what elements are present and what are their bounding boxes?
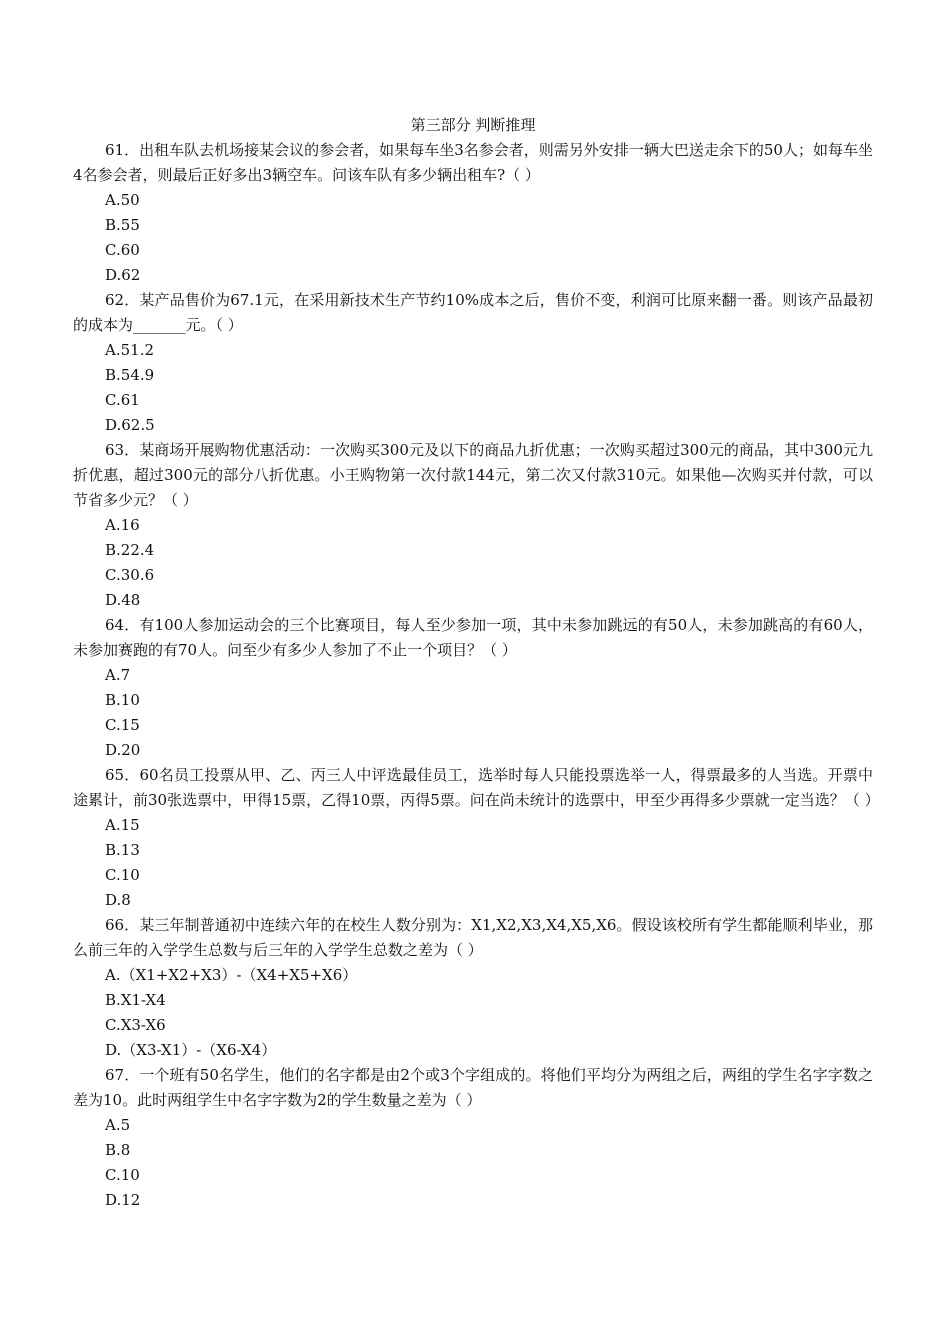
option-b: B.X1-X4 (105, 991, 166, 1009)
option-c: C.15 (105, 716, 140, 734)
option-b: B.13 (105, 841, 140, 859)
option-c: C.61 (105, 391, 140, 409)
option-d: D.62 (105, 266, 141, 284)
question-block-66 (73, 913, 873, 1063)
question-block-65 (73, 763, 880, 913)
option-list (73, 663, 873, 763)
option-b: B.55 (105, 216, 140, 234)
option-a: A.16 (105, 516, 140, 534)
option-a: A.7 (105, 666, 131, 684)
question-text: 62．某产品售价为67.1元，在采用新技术生产节约10%成本之后，售价不变，利润可比原来翻一番。则该产品最初的成本为_______元。（ ） (73, 291, 873, 334)
question-text: 63．某商场开展购物优惠活动：一次购买300元及以下的商品九折优惠；一次购买超过300元的商品，其中300元九折优惠，超过300元的部分八折优惠。小王购物第一次付款144元，第二次又付款310元。如果他—次购买并付款，可以节省多少元？（ ） (73, 441, 873, 509)
option-b: B.8 (105, 1141, 131, 1159)
question-block-67 (73, 1063, 873, 1213)
question-text: 61．出租车队去机场接某会议的参会者，如果每车坐3名参会者，则需另外安排一辆大巴送走余下的50人；如每车坐4名参会者，则最后正好多出3辆空车。问该车队有多少辆出租车?（ ） (73, 141, 873, 184)
option-b: B.54.9 (105, 366, 155, 384)
question-text: 66．某三年制普通初中连续六年的在校生人数分别为：X1,X2,X3,X4,X5,X6。假设该校所有学生都能顺利毕业，那么前三年的入学学生总数与后三年的入学学生总数之差为（ ） (73, 916, 873, 959)
option-d: D.8 (105, 891, 131, 909)
section-title: 第三部分 判断推理 (410, 116, 536, 134)
option-d: D.12 (105, 1191, 141, 1209)
option-c: C.10 (105, 1166, 140, 1184)
question-text: 64．有100人参加运动会的三个比赛项目，每人至少参加一项，其中未参加跳远的有50人，未参加跳高的有60人，未参加赛跑的有70人。问至少有多少人参加了不止一个项目？（ ） (73, 616, 873, 659)
option-d: D.20 (105, 741, 141, 759)
document-content (73, 113, 880, 1213)
option-a: A.15 (105, 816, 140, 834)
option-list (73, 1113, 873, 1213)
option-list (73, 813, 873, 913)
question-block-64 (73, 613, 873, 763)
option-c: C.10 (105, 866, 140, 884)
option-c: C.30.6 (105, 566, 155, 584)
option-a: A.（X1+X2+X3）-（X4+X5+X6） (105, 966, 358, 984)
option-list (73, 513, 873, 613)
question-block-62 (73, 288, 873, 438)
option-c: C.60 (105, 241, 140, 259)
option-a: A.51.2 (105, 341, 154, 359)
question-text: 65．60名员工投票从甲、乙、丙三人中评选最佳员工，选举时每人只能投票选举一人，得票最多的人当选。开票中途累计，前30张选票中，甲得15票，乙得10票，丙得5票。问在尚未统计的选票中，甲至少再得多少票就一定当选？（ ） (73, 766, 880, 809)
option-list (73, 338, 873, 438)
question-block-63 (73, 438, 873, 613)
option-a: A.5 (105, 1116, 131, 1134)
option-d: D.（X3-X1）-（X6-X4） (105, 1041, 277, 1059)
question-block-61 (73, 138, 873, 288)
option-list (73, 963, 873, 1063)
option-list (73, 188, 873, 288)
option-d: D.62.5 (105, 416, 155, 434)
option-d: D.48 (105, 591, 141, 609)
question-text: 67．一个班有50名学生，他们的名字都是由2个或3个字组成的。将他们平均分为两组之后，两组的学生名字字数之差为10。此时两组学生中名字字数为2的学生数量之差为（ ） (73, 1066, 873, 1109)
option-b: B.10 (105, 691, 140, 709)
option-b: B.22.4 (105, 541, 155, 559)
option-a: A.50 (105, 191, 140, 209)
option-c: C.X3-X6 (105, 1016, 166, 1034)
